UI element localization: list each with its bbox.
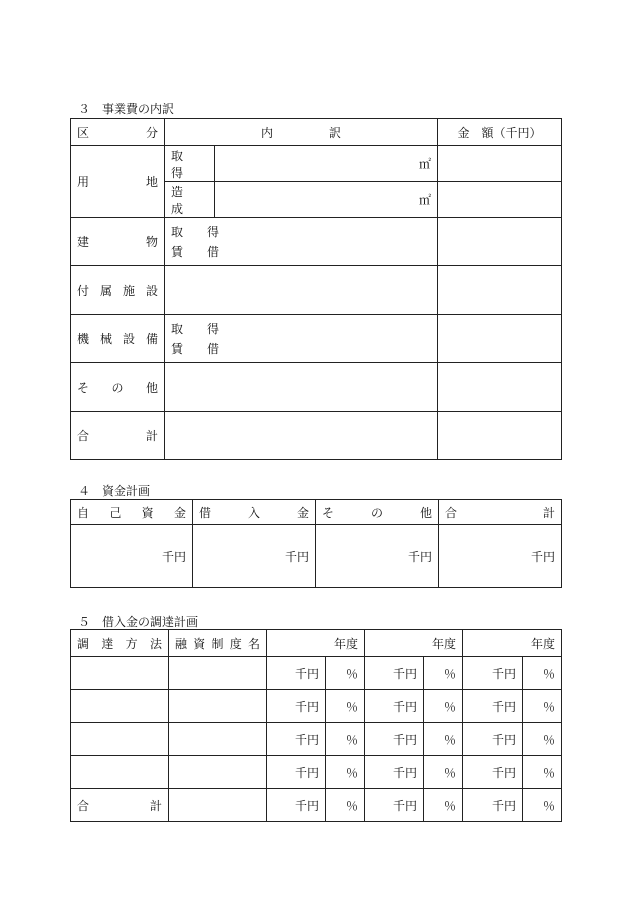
facility-detail[interactable] [165,266,438,315]
building-detail[interactable]: 取 得 賃 借 [165,218,438,266]
row-total-label: 合 計 [71,412,165,460]
amount-cell[interactable]: 千円 [463,723,523,756]
other-detail[interactable] [165,363,438,412]
amount-cell[interactable]: 千円 [463,690,523,723]
amount-cell[interactable]: 千円 [463,756,523,789]
percent-cell[interactable]: ％ [523,657,562,690]
land-create-amount[interactable] [438,182,562,218]
row-building-label: 建 物 [71,218,165,266]
total-row-label: 合 計 [71,789,169,822]
amount-cell[interactable]: 千円 [267,723,326,756]
system-cell[interactable] [169,690,267,723]
amount-cell[interactable]: 千円 [365,756,424,789]
own-funds-value[interactable]: 千円 [71,525,193,588]
percent-cell[interactable]: ％ [326,789,365,822]
land-acquire-area[interactable]: ㎡ [215,146,438,182]
machinery-detail[interactable]: 取 得 賃 借 [165,315,438,363]
method-cell[interactable] [71,723,169,756]
table-row [71,723,562,756]
percent-cell[interactable]: ％ [523,690,562,723]
other-amount[interactable] [438,363,562,412]
header-other: そ の 他 [316,500,439,525]
section-4-title: ４ 資金計画 [78,484,151,498]
funding-plan-table [70,499,562,588]
percent-cell[interactable]: ％ [424,723,463,756]
facility-amount[interactable] [438,266,562,315]
other-value[interactable]: 千円 [316,525,439,588]
system-cell[interactable] [169,789,267,822]
percent-cell[interactable]: ％ [424,657,463,690]
percent-cell[interactable]: ％ [523,723,562,756]
cost-breakdown-table [70,118,562,460]
header-detail: 内 訳 [165,119,438,146]
system-cell[interactable] [169,756,267,789]
land-create-area[interactable]: ㎡ [215,182,438,218]
header-year-3[interactable]: 年度 [463,630,562,657]
amount-cell[interactable]: 千円 [267,789,326,822]
percent-cell[interactable]: ％ [424,789,463,822]
amount-cell[interactable]: 千円 [365,690,424,723]
table-row [71,756,562,789]
table-row [71,657,562,690]
total-value[interactable]: 千円 [439,525,562,588]
percent-cell[interactable]: ％ [326,723,365,756]
header-amount: 金 額（千円） [438,119,562,146]
header-own-funds: 自 己 資 金 [71,500,193,525]
amount-cell[interactable]: 千円 [267,657,326,690]
method-cell[interactable] [71,690,169,723]
system-cell[interactable] [169,723,267,756]
row-land-label: 用 地 [71,146,165,218]
land-acquire-amount[interactable] [438,146,562,182]
section-5-title: ５ 借入金の調達計画 [78,615,199,629]
table-row [71,690,562,723]
amount-cell[interactable]: 千円 [463,657,523,690]
borrowing-value[interactable]: 千円 [193,525,316,588]
header-method: 調 達 方 法 [71,630,169,657]
percent-cell[interactable]: ％ [424,756,463,789]
amount-cell[interactable]: 千円 [463,789,523,822]
header-year-2[interactable]: 年度 [365,630,463,657]
total-detail[interactable] [165,412,438,460]
header-system: 融 資 制 度 名 [169,630,267,657]
header-total: 合 計 [439,500,562,525]
building-amount[interactable] [438,218,562,266]
percent-cell[interactable]: ％ [523,756,562,789]
total-amount[interactable] [438,412,562,460]
land-create-label: 造 成 [165,182,215,218]
percent-cell[interactable]: ％ [424,690,463,723]
borrowing-plan-table [70,629,562,822]
amount-cell[interactable]: 千円 [365,789,424,822]
method-cell[interactable] [71,657,169,690]
amount-cell[interactable]: 千円 [365,723,424,756]
amount-cell[interactable]: 千円 [267,756,326,789]
percent-cell[interactable]: ％ [523,789,562,822]
amount-cell[interactable]: 千円 [267,690,326,723]
total-row [71,789,562,822]
row-machinery-label: 機 械 設 備 [71,315,165,363]
section-3-title: ３ 事業費の内訳 [78,102,175,116]
header-borrowing: 借 入 金 [193,500,316,525]
land-acquire-label: 取 得 [165,146,215,182]
machinery-amount[interactable] [438,315,562,363]
header-category: 区 分 [71,119,165,146]
method-cell[interactable] [71,756,169,789]
system-cell[interactable] [169,657,267,690]
amount-cell[interactable]: 千円 [365,657,424,690]
percent-cell[interactable]: ％ [326,756,365,789]
percent-cell[interactable]: ％ [326,690,365,723]
percent-cell[interactable]: ％ [326,657,365,690]
row-other-label: そ の 他 [71,363,165,412]
row-facility-label: 付 属 施 設 [71,266,165,315]
header-year-1[interactable]: 年度 [267,630,365,657]
